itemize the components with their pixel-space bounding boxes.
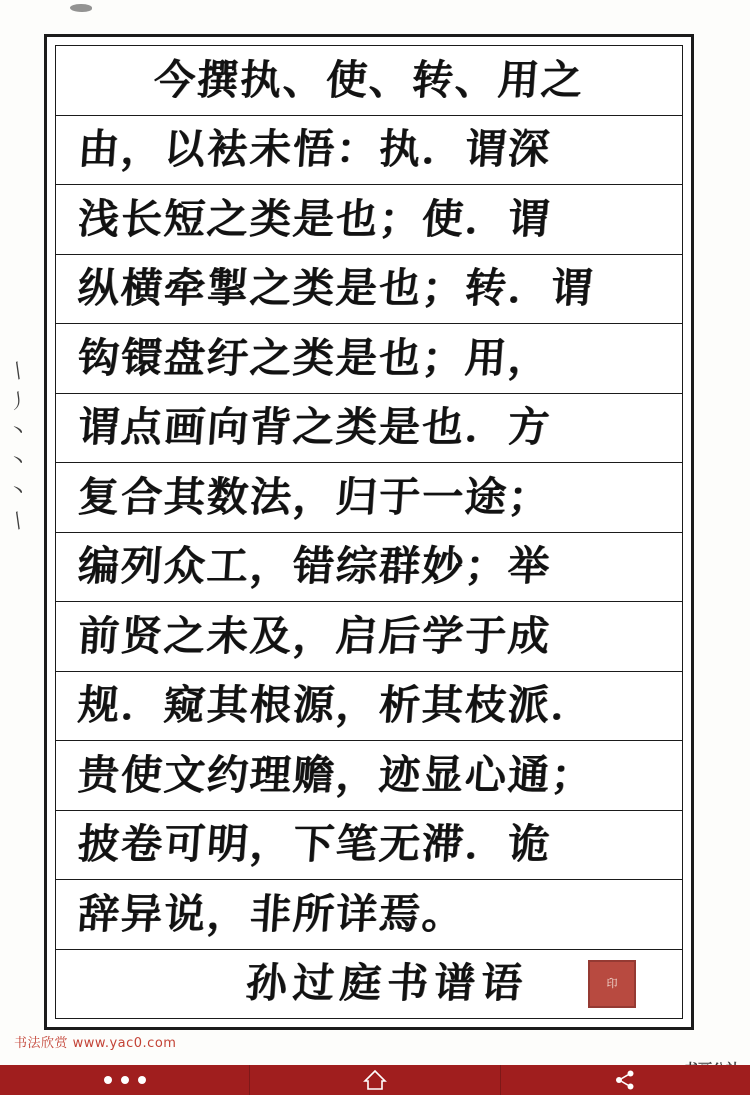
line-text: 浅长短之类是也；使．谓 [76,194,553,243]
line-text: 编列众工，错综群妙；举 [76,542,553,591]
margin-brush-marks [8,355,42,665]
share-button[interactable] [501,1065,750,1095]
menu-button[interactable] [0,1065,250,1095]
calligraphy-sheet-border [44,34,694,1030]
home-button[interactable] [250,1065,500,1095]
home-icon [363,1069,387,1091]
line-text: 辞异说，非所详焉。 [76,889,467,938]
watermark-bottom-left: 书法欣赏 www.yac0.com [14,1036,177,1051]
more-dots-icon [104,1076,146,1084]
margin-mark: 丨 [6,357,30,385]
margin-mark: 丶 [6,477,30,505]
line-text: 钩镮盘纡之类是也；用， [76,333,553,382]
calligraphy-sheet-inner [55,45,683,1019]
text-line [56,255,682,325]
share-icon [614,1069,636,1091]
line-text: 复合其数法，归于一途； [76,472,553,521]
text-line [56,46,682,116]
text-line [56,463,682,533]
line-text: 纵横牵掣之类是也；转．谓 [76,264,596,313]
text-line [56,741,682,811]
margin-mark: 丨 [6,507,30,535]
text-line [56,116,682,186]
line-text: 前贤之未及，启后学于成 [76,611,553,660]
text-line [56,880,682,950]
line-text: 谓点画向背之类是也．方 [76,403,553,452]
text-line [56,602,682,672]
signature-line [56,950,682,1019]
margin-mark: 丶 [6,417,30,445]
bottom-toolbar [0,1065,750,1095]
text-line [56,185,682,255]
text-line [56,324,682,394]
signature-text: 孙过庭书谱语 [244,959,530,1008]
text-line [56,394,682,464]
text-line [56,672,682,742]
line-text: 披卷可明，下笔无滞．诡 [76,820,553,869]
line-text: 由，以袪未悟：执．谓深 [76,125,553,174]
margin-mark: 丶 [6,447,30,475]
line-text: 规．窥其根源，析其枝派． [76,681,596,730]
line-text: 今撰执、使、转、用之 [152,55,586,104]
page-artifact-speck [70,4,92,12]
margin-mark: 丿 [6,387,30,415]
seal-stamp: 印 [588,960,636,1008]
text-line [56,533,682,603]
text-line [56,811,682,881]
line-text: 贵使文约理赡，迹显心通； [76,750,596,799]
